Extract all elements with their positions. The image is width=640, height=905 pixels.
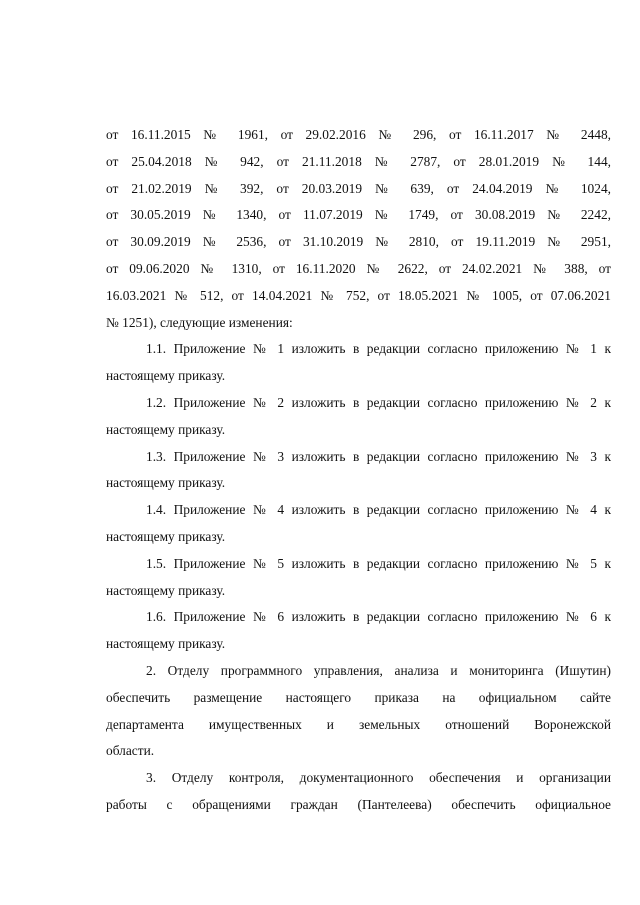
text-line: 1.6. Приложение № 6 изложить в редакции согласно приложению № 6 к bbox=[146, 609, 611, 625]
text-line: работы с обращениями граждан (Пантелеева) обеспечить официальное bbox=[106, 796, 611, 812]
text-line: 1.4. Приложение № 4 изложить в редакции согласно приложению № 4 к bbox=[146, 502, 611, 518]
text-line: настоящему приказу. bbox=[106, 528, 226, 544]
text-line: 3. Отделу контроля, документационного обеспечения и организации bbox=[146, 770, 611, 786]
text-line: 2. Отделу программного управления, анализа и мониторинга (Ишутин) bbox=[146, 662, 611, 678]
text-line: обеспечить размещение настоящего приказа на официальном сайте bbox=[106, 689, 611, 705]
text-line: 1.2. Приложение № 2 изложить в редакции согласно приложению № 2 к bbox=[146, 394, 611, 410]
text-line: от 09.06.2020 № 1310, от 16.11.2020 № 2622, от 24.02.2021 № 388, от bbox=[106, 260, 611, 276]
text-line: 16.03.2021 № 512, от 14.04.2021 № 752, от 18.05.2021 № 1005, от 07.06.2021 bbox=[106, 287, 611, 303]
text-line: от 16.11.2015 № 1961, от 29.02.2016 № 296, от 16.11.2017 № 2448, bbox=[106, 127, 611, 142]
text-line: от 30.09.2019 № 2536, от 31.10.2019 № 2810, от 19.11.2019 № 2951, bbox=[106, 234, 611, 250]
text-line: настоящему приказу. bbox=[106, 421, 226, 437]
text-line: 1.3. Приложение № 3 изложить в редакции согласно приложению № 3 к bbox=[146, 448, 611, 464]
text-line: № 1251), следующие изменения: bbox=[106, 314, 293, 330]
text-line: от 21.02.2019 № 392, от 20.03.2019 № 639, от 24.04.2019 № 1024, bbox=[106, 180, 611, 196]
document-body bbox=[106, 122, 611, 819]
text-line: области. bbox=[106, 743, 155, 759]
text-line: 1.5. Приложение № 5 изложить в редакции согласно приложению № 5 к bbox=[146, 555, 611, 571]
text-line: настоящему приказу. bbox=[106, 368, 226, 384]
text-line: настоящему приказу. bbox=[106, 475, 226, 491]
text-line: департамента имущественных и земельных отношений Воронежской bbox=[106, 716, 611, 732]
text-line: настоящему приказу. bbox=[106, 582, 226, 598]
text-line: 1.1. Приложение № 1 изложить в редакции согласно приложению № 1 к bbox=[146, 341, 611, 357]
text-line: настоящему приказу. bbox=[106, 636, 226, 652]
text-line: от 25.04.2018 № 942, от 21.11.2018 № 2787, от 28.01.2019 № 144, bbox=[106, 153, 611, 169]
text-line: от 30.05.2019 № 1340, от 11.07.2019 № 1749, от 30.08.2019 № 2242, bbox=[106, 207, 611, 223]
